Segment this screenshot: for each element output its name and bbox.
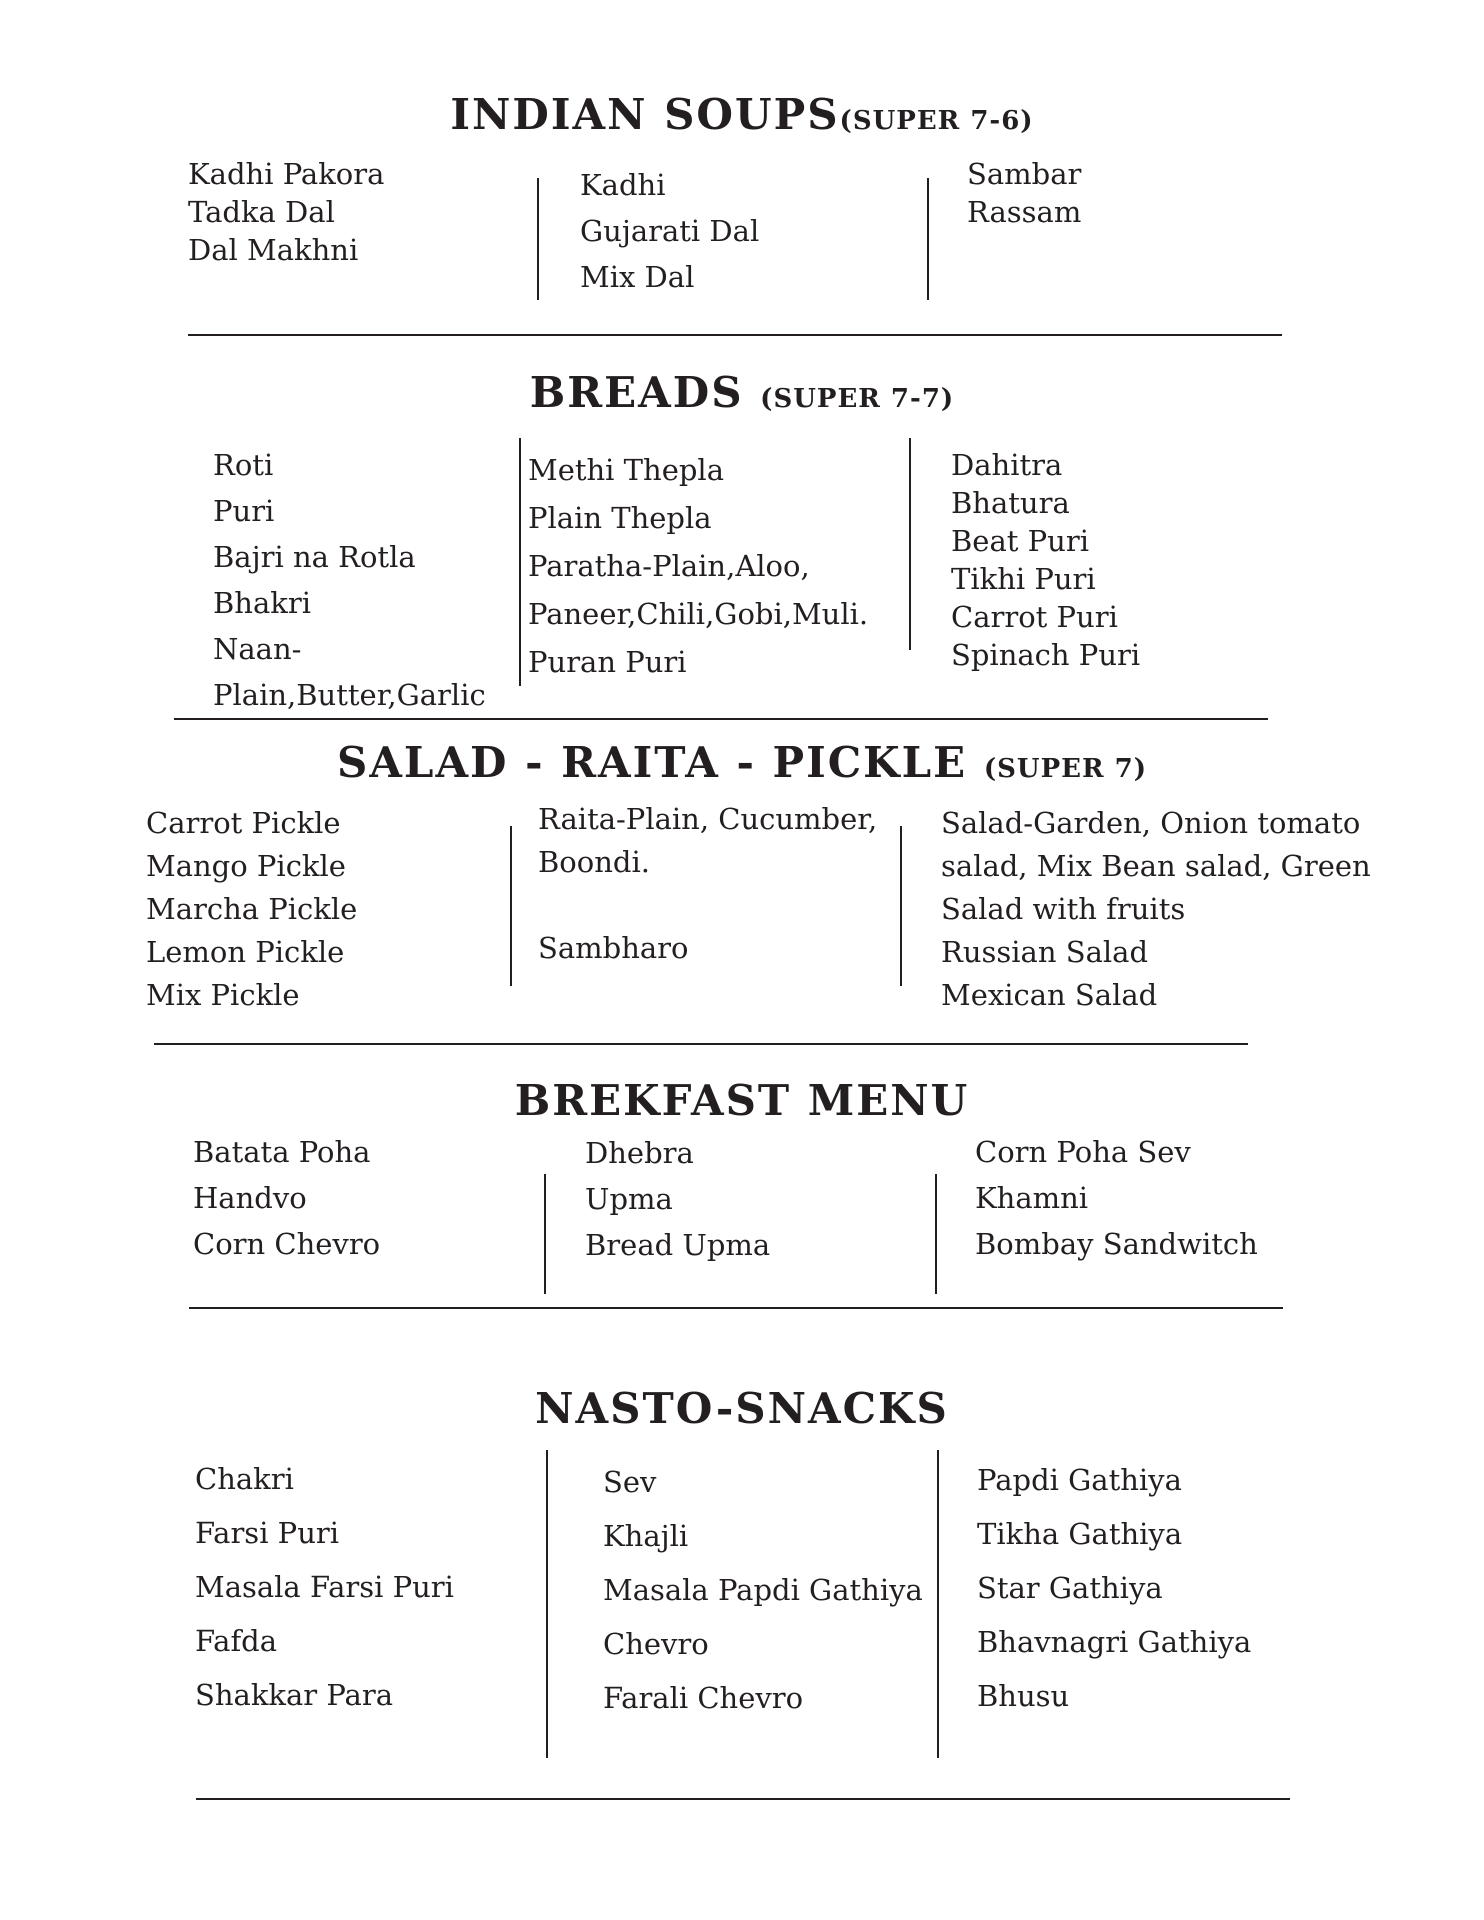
menu-item [538, 884, 877, 927]
menu-item: Bread Upma [585, 1228, 771, 1262]
menu-item: Salad-Garden, Onion tomato [941, 806, 1361, 840]
snacks-col3 [977, 1453, 1251, 1723]
menu-item: Sambar [967, 157, 1082, 191]
menu-item: Batata Poha [193, 1135, 371, 1169]
section-separator [188, 334, 1282, 336]
menu-item: Beat Puri [951, 524, 1089, 558]
breakfast-col3 [975, 1129, 1258, 1267]
menu-item: Bhatura [951, 486, 1070, 520]
menu-item: Tikhi Puri [951, 562, 1096, 596]
salad-col3 [941, 802, 1371, 1017]
menu-item: Mix Pickle [146, 978, 300, 1012]
menu-item: Papdi Gathiya [977, 1463, 1182, 1497]
snacks-col2 [603, 1455, 923, 1725]
menu-item: Chakri [195, 1462, 294, 1496]
breakfast-col1 [193, 1129, 380, 1267]
menu-item: Naan- [213, 632, 302, 666]
breads-col2 [528, 446, 868, 686]
menu-item: Farsi Puri [195, 1516, 340, 1550]
menu-item: Dal Makhni [188, 233, 359, 267]
menu-item: Bombay Sandwitch [975, 1227, 1258, 1261]
menu-item: Salad with fruits [941, 892, 1186, 926]
menu-item: Mix Dal [580, 260, 695, 294]
menu-item: Puri [213, 494, 275, 528]
salad-col2 [538, 798, 877, 970]
menu-item: Shakkar Para [195, 1678, 394, 1712]
menu-item: Lemon Pickle [146, 935, 345, 969]
section-separator [196, 1798, 1290, 1800]
menu-item: Puran Puri [528, 645, 687, 679]
menu-item: Bhakri [213, 586, 311, 620]
menu-item: Roti [213, 448, 274, 482]
menu-item: Star Gathiya [977, 1571, 1163, 1605]
divider [909, 438, 911, 650]
menu-item: Bhavnagri Gathiya [977, 1625, 1252, 1659]
divider [900, 826, 902, 986]
soups-col2 [580, 162, 759, 300]
divider [519, 438, 521, 686]
breakfast-col2 [585, 1130, 770, 1268]
breads-col3 [951, 446, 1140, 674]
soups-col1 [188, 155, 384, 269]
menu-item: Bhusu [977, 1679, 1070, 1713]
divider [546, 1450, 548, 1758]
menu-item: Corn Poha Sev [975, 1135, 1191, 1169]
section-title-breads: BREADS (SUPER 7-7) [529, 368, 955, 417]
section-title-snacks: NASTO-SNACKS [535, 1384, 949, 1433]
soups-col3 [967, 155, 1081, 231]
menu-item: Mexican Salad [941, 978, 1158, 1012]
menu-item: Carrot Pickle [146, 806, 341, 840]
divider [544, 1174, 546, 1294]
menu-item: Sev [603, 1465, 657, 1499]
divider [510, 826, 512, 986]
menu-item: Masala Papdi Gathiya [603, 1573, 923, 1607]
divider [937, 1450, 939, 1758]
menu-item: Corn Chevro [193, 1227, 381, 1261]
menu-item: Dahitra [951, 448, 1063, 482]
menu-item: Gujarati Dal [580, 214, 760, 248]
menu-item: Tadka Dal [188, 195, 335, 229]
menu-item: Upma [585, 1182, 673, 1216]
menu-item: Boondi. [538, 845, 650, 879]
snacks-col1 [195, 1452, 454, 1722]
menu-item: Masala Farsi Puri [195, 1570, 454, 1604]
menu-item: Fafda [195, 1624, 278, 1658]
menu-item: Khamni [975, 1181, 1089, 1215]
section-title-breakfast: BREKFAST MENU [514, 1076, 970, 1125]
breads-col1 [213, 442, 486, 718]
menu-item: Rassam [967, 195, 1082, 229]
menu-item: salad, Mix Bean salad, Green [941, 849, 1371, 883]
menu-item: Tikha Gathiya [977, 1517, 1183, 1551]
divider [935, 1174, 937, 1294]
menu-item: Dhebra [585, 1136, 694, 1170]
menu-item: Marcha Pickle [146, 892, 358, 926]
section-separator [154, 1043, 1248, 1045]
menu-item: Plain Thepla [528, 501, 712, 535]
section-title-soups: INDIAN SOUPS(SUPER 7-6) [450, 90, 1034, 139]
menu-item: Sambharo [538, 931, 689, 965]
menu-item: Paneer,Chili,Gobi,Muli. [528, 597, 869, 631]
divider [537, 178, 539, 300]
menu-item: Methi Thepla [528, 453, 724, 487]
menu-item: Spinach Puri [951, 638, 1141, 672]
salad-col1 [146, 802, 357, 1017]
section-separator [189, 1307, 1283, 1309]
menu-item: Khajli [603, 1519, 689, 1553]
menu-item: Handvo [193, 1181, 307, 1215]
menu-item: Russian Salad [941, 935, 1149, 969]
menu-item: Mango Pickle [146, 849, 346, 883]
menu-item: Plain,Butter,Garlic [213, 678, 486, 712]
menu-item: Carrot Puri [951, 600, 1118, 634]
menu-item: Raita-Plain, Cucumber, [538, 802, 878, 836]
menu-item: Farali Chevro [603, 1681, 804, 1715]
menu-item: Chevro [603, 1627, 709, 1661]
menu-item: Kadhi [580, 168, 666, 202]
section-separator [174, 718, 1268, 720]
menu-item: Bajri na Rotla [213, 540, 416, 574]
section-title-salad: SALAD - RAITA - PICKLE (SUPER 7) [337, 738, 1147, 787]
divider [927, 178, 929, 300]
menu-item: Paratha-Plain,Aloo, [528, 549, 810, 583]
menu-item: Kadhi Pakora [188, 157, 385, 191]
